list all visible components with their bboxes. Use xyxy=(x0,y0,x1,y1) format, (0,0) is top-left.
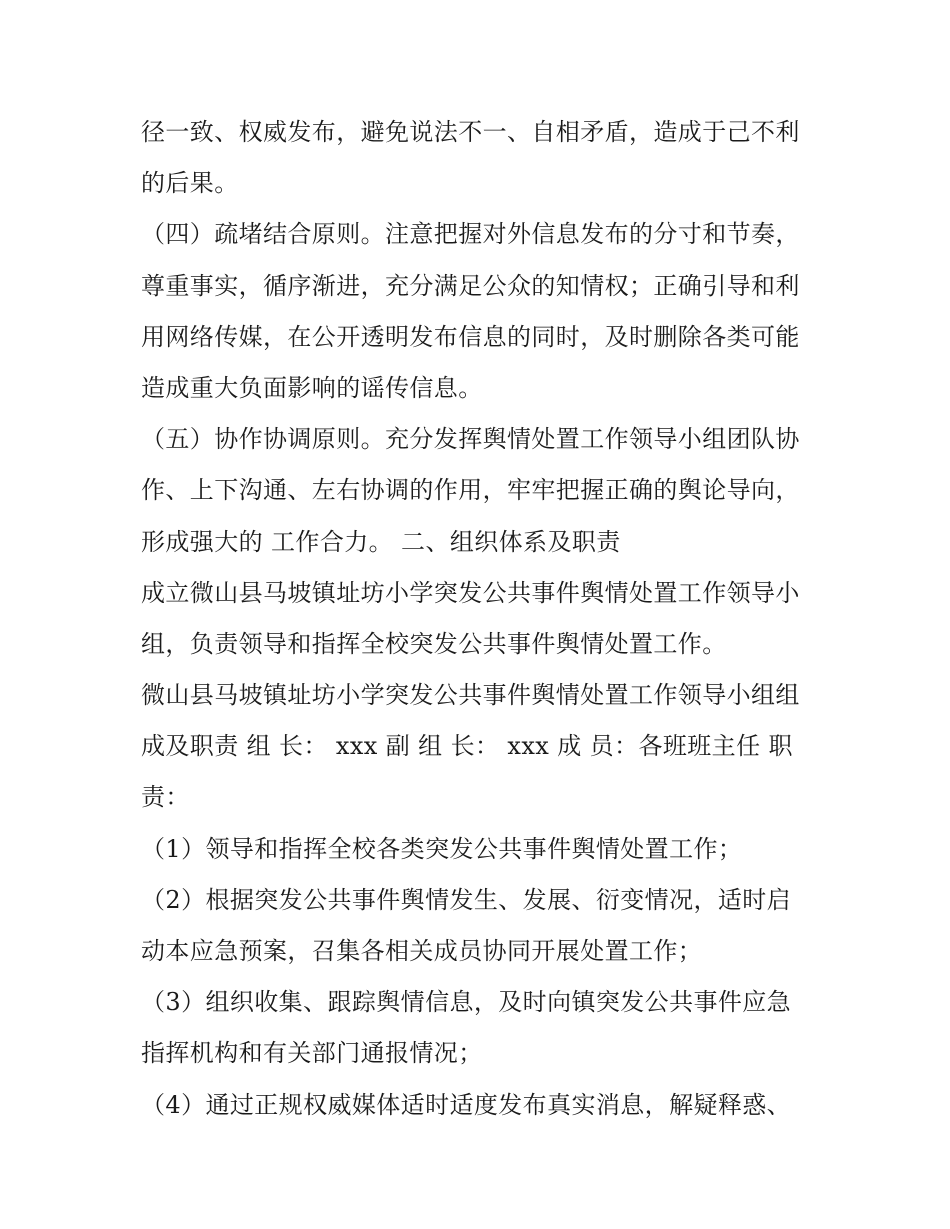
text-line: 责： xyxy=(141,783,190,812)
text-line: 微山县马坡镇址坊小学突发公共事件舆情处置工作领导小组组 xyxy=(141,681,800,710)
text-line: 成立微山县马坡镇址坊小学突发公共事件舆情处置工作领导小 xyxy=(141,578,800,607)
text-line: 的后果。 xyxy=(141,169,239,198)
text-line: （1）领导和指挥全校各类突发公共事件舆情处置工作； xyxy=(141,834,743,863)
text-line: （五）协作协调原则。充分发挥舆情处置工作领导小组团队协 xyxy=(141,425,800,454)
text-line: 成及职责 组 长： xxx 副 组 长： xxx 成 员：各班班主任 职 xyxy=(141,732,793,761)
text-line: 指挥机构和有关部门通报情况； xyxy=(141,1039,483,1068)
text-line: （4）通过正规权威媒体适时适度发布真实消息，解疑释惑、 xyxy=(141,1090,792,1119)
text-line: 用网络传媒，在公开透明发布信息的同时，及时删除各类可能 xyxy=(141,322,800,351)
text-line: 形成强大的 工作合力。 二、组织体系及职责 xyxy=(141,527,621,556)
text-line: 组，负责领导和指挥全校突发公共事件舆情处置工作。 xyxy=(141,629,727,658)
text-line: 造成重大负面影响的谣传信息。 xyxy=(141,373,483,402)
text-line: 动本应急预案，召集各相关成员协同开展处置工作； xyxy=(141,937,703,965)
text-line: 作、上下沟通、左右协调的作用，牢牢把握正确的舆论导向， xyxy=(141,476,800,505)
text-line: 径一致、权威发布，避免说法不一、自相矛盾，造成于己不利 xyxy=(141,118,800,146)
document-body xyxy=(141,107,821,1131)
text-line: （四）疏堵结合原则。注意把握对外信息发布的分寸和节奏， xyxy=(141,220,800,249)
text-line: （3）组织收集、跟踪舆情信息，及时向镇突发公共事件应急 xyxy=(141,988,792,1017)
text-line: 尊重事实，循序渐进，充分满足公众的知情权；正确引导和利 xyxy=(141,271,800,300)
text-line: （2）根据突发公共事件舆情发生、发展、衍变情况，适时启 xyxy=(141,885,792,914)
